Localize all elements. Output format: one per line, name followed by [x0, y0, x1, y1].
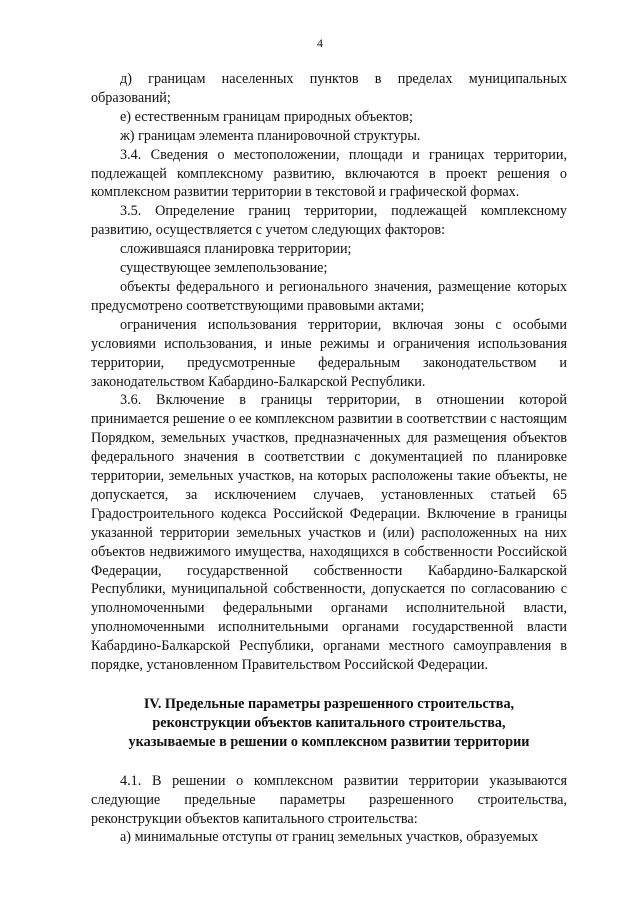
section-heading-line: реконструкции объектов капитального строительства, [152, 714, 506, 731]
section-heading-line: указываемые в решении о комплексном развитии территории [128, 733, 530, 750]
document-body [91, 70, 567, 847]
paragraph-factor-objects: объекты федерального и регионального значения, размещение которых предусмотрено соответствующими правовыми актами; [91, 278, 567, 314]
paragraph-factor-land-use: существующее землепользование; [120, 260, 328, 277]
paragraph-item-a: а) минимальные отступы от границ земельных участков, образуемых [120, 829, 539, 846]
paragraph-item-zh: ж) границам элемента планировочной структуры. [120, 127, 421, 144]
section-heading [91, 695, 567, 752]
paragraph-4-1: 4.1. В решении о комплексном развитии территории указываются следующие предельные параметры разрешенного строительства, реконструкции объектов капитального строительства: [91, 772, 567, 827]
paragraph-item-e: е) естественным границам природных объектов; [120, 108, 413, 125]
page-number: 4 [317, 36, 323, 50]
paragraph-3-6: 3.6. Включение в границы территории, в отношении которой принимается решение о ее комплексном развитии в соответствии с настоящим Порядком, земельных участков, предназначенных для размещения объектов федерального значения в соответствии с документацией по планировке территории, земельных участков, на которых расположены такие объекты, не допускается, за исключением случаев, установленных статьей 65 Градостроительного кодекса Российской Федерации. Включение в границы указанной территории земельных участков и (или) расположенных на них объектов недвижимого имущества, находящихся в собственности Российской Федерации, государственной собственности Кабардино-Балкарской Республики, муниципальной собственности, допускается по согласованию с уполномоченными федеральными органами исполнительной власти, уполномоченными исполнительными органами государственной власти Кабардино-Балкарской Республики, органами местного самоуправления в порядке, установленном Правительством Российской Федерации. [91, 392, 567, 674]
paragraph-item-d: д) границам населенных пунктов в пределах муниципальных образований; [91, 71, 567, 106]
paragraph-3-5: 3.5. Определение границ территории, подлежащей комплексному развитию, осуществляется с учетом следующих факторов: [91, 203, 567, 239]
section-heading-line: IV. Предельные параметры разрешенного строительства, [143, 696, 515, 712]
paragraph-factor-restrictions: ограничения использования территории, включая зоны с особыми условиями использования, и иные режимы и ограничения использования территории, предусмотренные федеральным законодательством и законодательством Кабардино-Балкарской Республики. [91, 316, 567, 390]
paragraph-3-4: 3.4. Сведения о местоположении, площади и границах территории, подлежащей комплексному развитию, включаются в проект решения о комплексном развитии территории в текстовой и графической формах. [91, 146, 567, 201]
paragraph-factor-planning: сложившаяся планировка территории; [120, 241, 352, 258]
